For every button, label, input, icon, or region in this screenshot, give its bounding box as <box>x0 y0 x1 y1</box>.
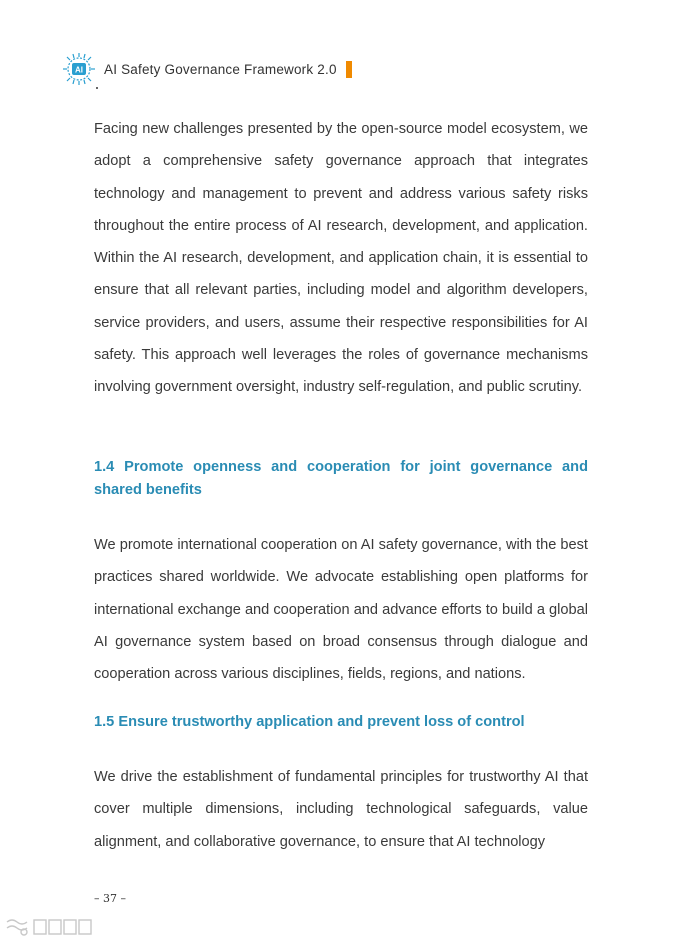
heading-section-1-5: 1.5 Ensure trustworthy application and prevent loss of control <box>94 714 525 730</box>
paragraph-open-source: Facing new challenges presented by the open-source model ecosystem, we adopt a comprehensive safety governance approach that integrates technology and management to prevent and address various safety risks throughout the entire process of AI research, development, and application. Within the AI research, development, and application chain, it is essential to ensure that all relevant parties, including model and algorithm developers, service providers, and users, assume their respective responsibilities for AI safety. This approach well leverages the roles of governance mechanisms involving government oversight, industry self-regulation, and public scrutiny. <box>94 121 588 396</box>
logo-text: AI <box>75 65 83 75</box>
watermark-logo-icon <box>4 916 96 938</box>
header-dot <box>96 87 98 89</box>
ai-chip-logo-icon <box>62 52 96 86</box>
heading-section-1-4: 1.4 Promote openness and cooperation for joint governance and shared benefits <box>94 459 588 498</box>
header-accent-bar <box>346 61 352 78</box>
paragraph-international-cooperation: We promote international cooperation on AI safety governance, with the best practices shared worldwide. We advocate establishing open platforms for international exchange and cooperation and advance efforts to build a global AI governance system based on broad consensus through dialogue and cooperation across various disciplines, fields, regions, and nations. <box>94 537 588 683</box>
page-header <box>62 52 382 86</box>
header-title: AI Safety Governance Framework 2.0 <box>104 62 337 77</box>
paragraph-trustworthy-ai: We drive the establishment of fundamental principles for trustworthy AI that cover multiple dimensions, including technological safeguards, value alignment, and collaborative governance, to ensure that AI technology <box>94 769 588 850</box>
page-number: – 37 – <box>94 892 126 905</box>
